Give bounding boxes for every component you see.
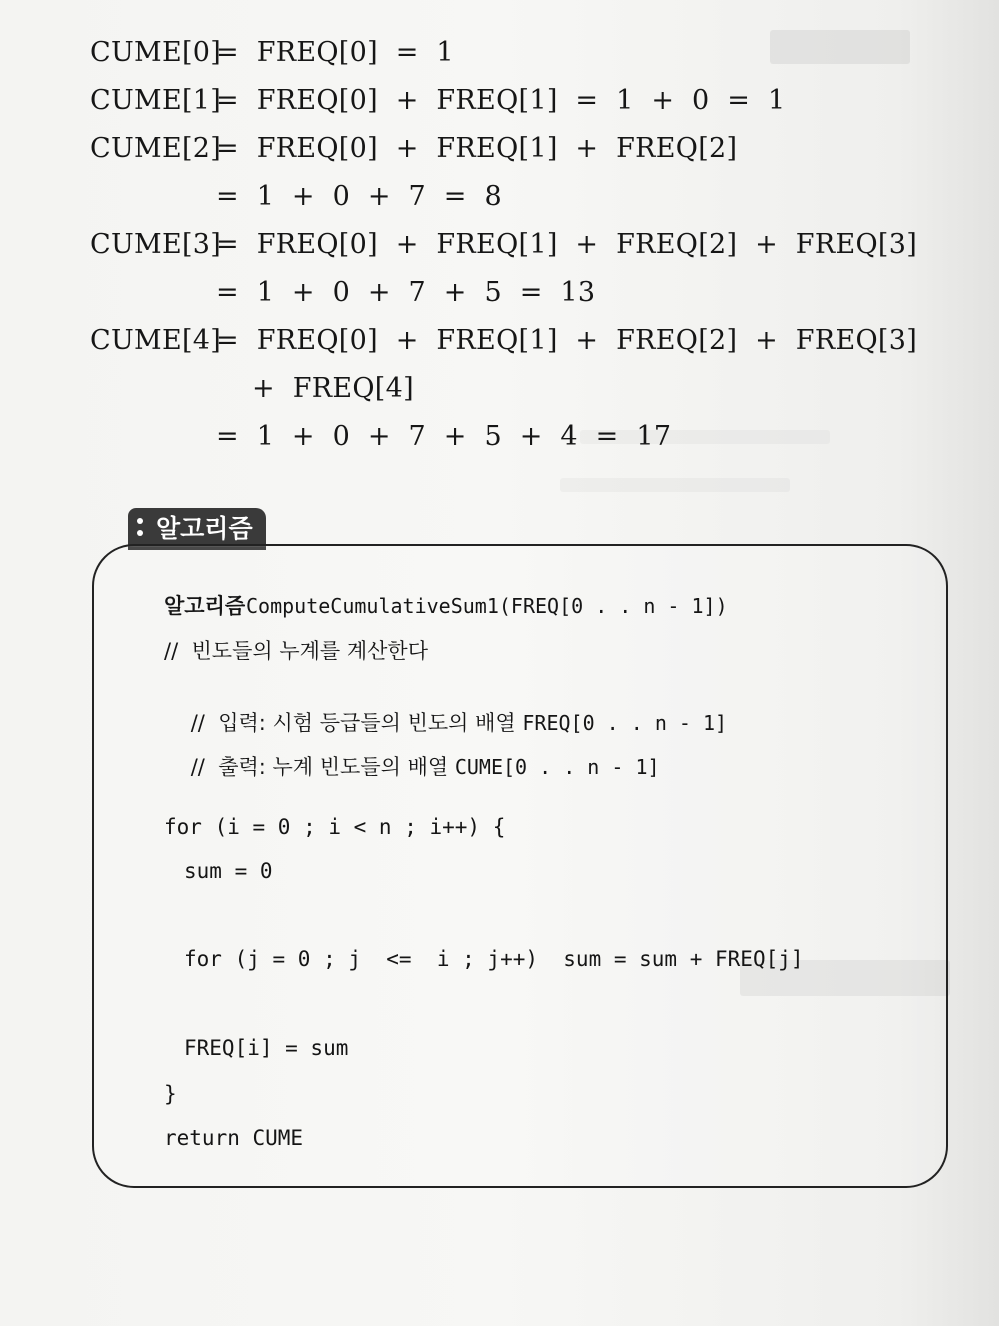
algorithm-signature: ComputeCumulativeSum1(FREQ[0 . . n - 1]): [246, 594, 728, 618]
code-line-close-brace: }: [164, 1082, 177, 1106]
equation-cume1-lhs: CUME[1]: [90, 85, 222, 116]
equation-cume2-lhs: CUME[2]: [90, 133, 222, 164]
algorithm-comment-input-text: // 입력: 시험 등급들의 빈도의 배열: [190, 711, 523, 735]
equation-cume4-lhs: CUME[4]: [90, 325, 222, 356]
code-line-assign: FREQ[i] = sum: [184, 1036, 349, 1060]
code-line-return: return CUME: [164, 1126, 304, 1150]
bleed-through-mark: [770, 30, 910, 64]
algorithm-header-keyword: 알고리즘: [164, 594, 246, 618]
algorithm-comment-input-code: FREQ[0 . . n - 1]: [522, 711, 728, 735]
algorithm-comment-output-code: CUME[0 . . n - 1]: [454, 755, 660, 779]
code-line-outer-for: for (i = 0 ; i < n ; i++) {: [164, 815, 506, 839]
colon-bullet-icon: [137, 518, 143, 540]
algorithm-comment-output: [164, 725, 660, 809]
algorithm-comment-output-text: // 출력: 누계 빈도들의 배열: [190, 755, 455, 779]
equation-cume2-rhs: = FREQ[0] + FREQ[1] + FREQ[2]: [216, 133, 738, 164]
equation-cume3-result: = 1 + 0 + 7 + 5 = 13: [216, 277, 596, 308]
code-line-sum-init: sum = 0: [184, 859, 273, 883]
equation-cume4-result: = 1 + 0 + 7 + 5 + 4 = 17: [216, 421, 672, 452]
equation-cume3-lhs: CUME[3]: [90, 229, 222, 260]
equation-cume3-rhs: = FREQ[0] + FREQ[1] + FREQ[2] + FREQ[3]: [216, 229, 918, 260]
bleed-through-mark: [560, 478, 790, 492]
equation-cume0-lhs: CUME[0]: [90, 37, 222, 68]
equation-cume1-rhs: = FREQ[0] + FREQ[1] = 1 + 0 = 1: [216, 85, 786, 116]
equation-cume4-continuation: + FREQ[4]: [252, 373, 414, 404]
equation-cume0-rhs: = FREQ[0] = 1: [216, 37, 454, 68]
equation-cume4-rhs: = FREQ[0] + FREQ[1] + FREQ[2] + FREQ[3]: [216, 325, 918, 356]
algorithm-tab-label: 알고리즘: [156, 514, 253, 543]
algorithm-comment-purpose: // 빈도들의 누계를 계산한다: [164, 639, 428, 663]
equation-cume2-result: = 1 + 0 + 7 = 8: [216, 181, 502, 212]
code-line-inner-for: for (j = 0 ; j <= i ; j++) sum = sum + FREQ[j]: [184, 947, 804, 971]
